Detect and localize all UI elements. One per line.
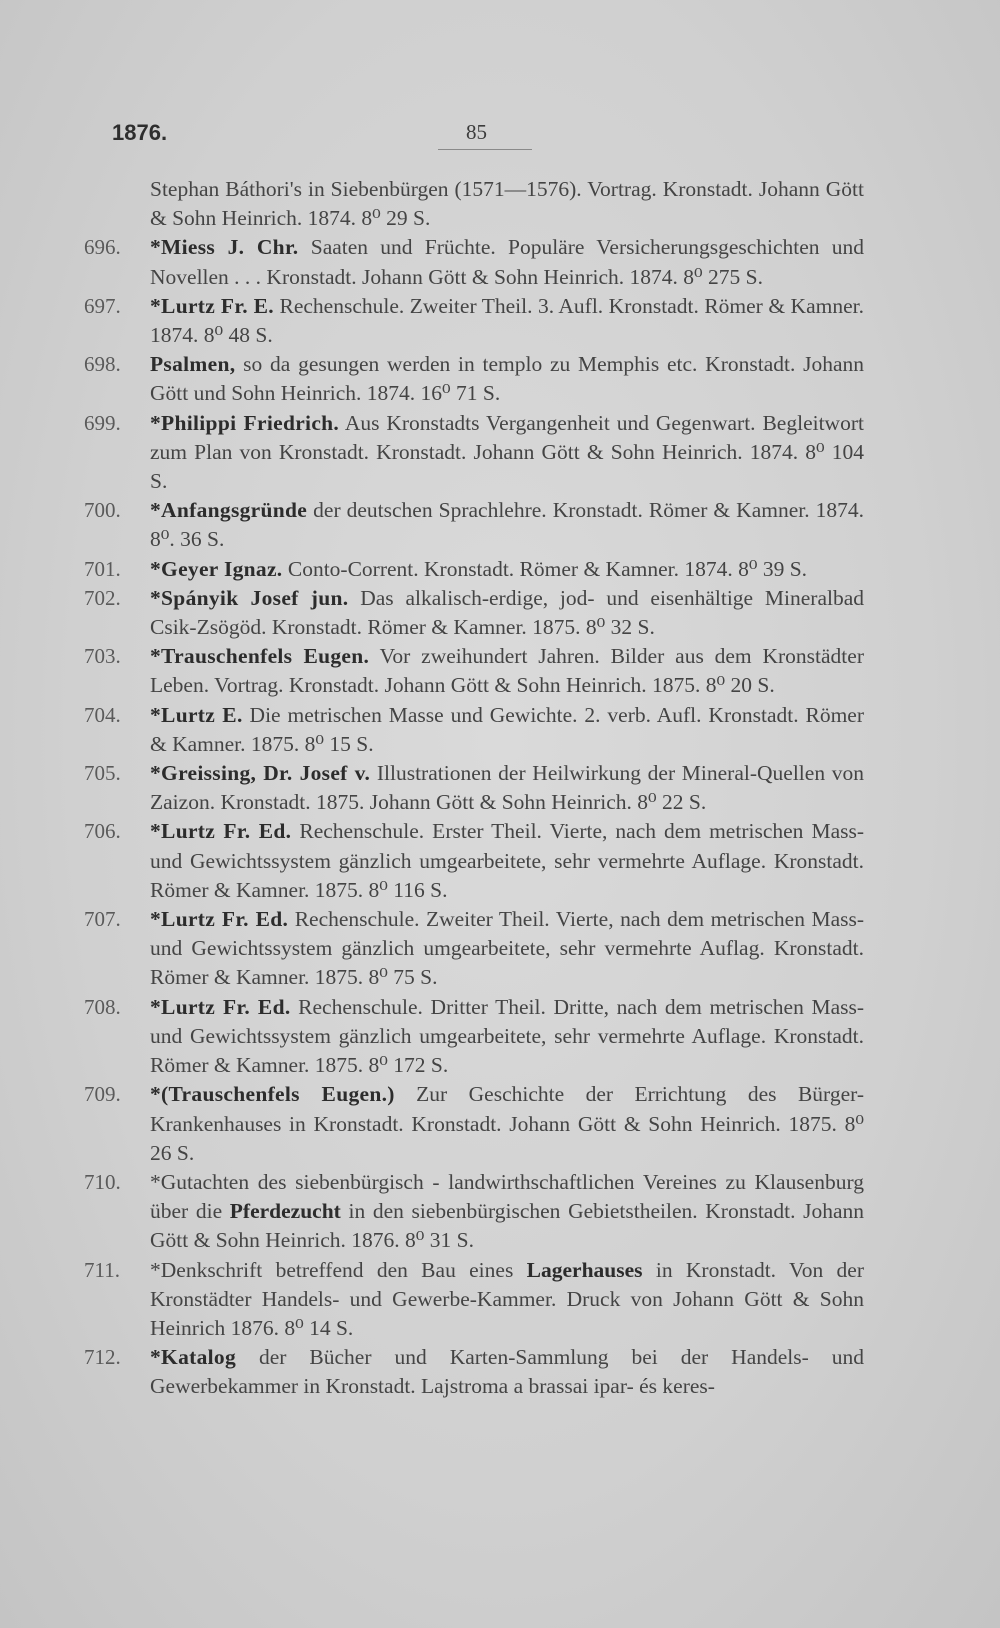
entry-text-before: *Gutachten des siebenbürgisch - landwirthschaftlichen Vereines zu Klausenburg über die xyxy=(150,1169,864,1224)
header-year: 1876. xyxy=(112,120,168,145)
entry-number: 698. xyxy=(84,352,121,377)
entry-number: 708. xyxy=(84,994,121,1019)
entry-number: 709. xyxy=(84,1082,121,1107)
entry-text: Das alkalisch-erdige, jod- und eisenhältige Mineralbad Csik-Zsögöd. Kronstadt. Römer & Kamner. 1875. 8⁰ 32 S. xyxy=(150,585,864,640)
entry-author: *Lurtz E. xyxy=(150,702,243,727)
entry-number: 696. xyxy=(84,235,121,260)
list-item xyxy=(84,233,864,291)
entry-text: Vor zweihundert Jahren. Bilder aus dem Kronstädter Leben. Vortrag. Kronstadt. Johann Gött & Sohn Heinrich. 1875. 8⁰ 20 S. xyxy=(150,644,864,698)
list-item xyxy=(84,701,864,759)
page-number: 85 xyxy=(466,120,487,144)
entry-text: Illustrationen der Heilwirkung der Mineral-Quellen von Zaizon. Kronstadt. 1875. Johann Gött & Sohn Heinrich. 8⁰ 22 S. xyxy=(150,761,864,815)
entry-author: *(Trauschenfels Eugen.) xyxy=(150,1082,395,1107)
entry-author: *Anfangsgründe xyxy=(150,498,308,523)
entry-author: Psalmen, xyxy=(150,352,236,377)
entry-number: 705. xyxy=(84,761,121,786)
entry-author: *Geyer Ignaz. xyxy=(150,556,283,581)
entry-number: 710. xyxy=(84,1169,121,1194)
entry-text: Rechenschule. Zweiter Theil. 3. Aufl. Kronstadt. Römer & Kamner. 1874. 8⁰ 48 S. xyxy=(150,293,864,348)
list-item xyxy=(84,175,864,233)
entry-author: *Greissing, Dr. Josef v. xyxy=(150,761,371,786)
entry-number: 697. xyxy=(84,293,121,318)
list-item xyxy=(84,1168,864,1256)
entry-number: 712. xyxy=(84,1345,121,1370)
list-item xyxy=(84,1343,864,1401)
bibliography-list xyxy=(84,175,864,1402)
entry-text-after: in Kronstadt. Von der Kronstädter Handels- und Gewerbe-Kammer. Druck von Johann Gött & Sohn Heinrich 1876. 8⁰ 14 S. xyxy=(150,1257,865,1340)
entry-text: Zur Geschichte der Errichtung des Bürger-Krankenhauses in Kronstadt. Kronstadt. Johann Gött & Sohn Heinrich. 1875. 8⁰ 26 S. xyxy=(150,1082,864,1165)
entry-text-after: in den siebenbürgischen Gebietstheilen. Kronstadt. Johann Gött & Sohn Heinrich. 1876. 8⁰ 31 S. xyxy=(150,1199,865,1253)
list-item xyxy=(84,350,864,408)
list-item xyxy=(84,409,864,497)
list-item xyxy=(84,817,864,905)
list-item xyxy=(84,584,864,642)
entry-author: *Lurtz Fr. Ed. xyxy=(150,994,291,1019)
entry-number: 706. xyxy=(84,819,121,844)
entry-text-before: *Denkschrift betreffend den Bau eines xyxy=(150,1257,514,1282)
list-item xyxy=(84,993,864,1081)
entry-text: der Bücher und Karten-Sammlung bei der Handels- und Gewerbekammer in Kronstadt. Lajstroma a brassai ipar- és keres- xyxy=(150,1345,865,1399)
entry-text: der deutschen Sprachlehre. Kronstadt. Römer & Kamner. 1874. 8⁰. 36 S. xyxy=(150,498,865,552)
entry-author: *Lurtz Fr. Ed. xyxy=(150,819,292,844)
entry-keyword: Pferdezucht xyxy=(229,1199,341,1224)
entry-text: Aus Kronstadts Vergangenheit und Gegenwart. Begleitwort zum Plan von Kronstadt. Kronstadt. Johann Gött & Sohn Heinrich. 1874. 8⁰ 104 S. xyxy=(150,410,864,494)
entry-author: *Lurtz Fr. E. xyxy=(150,293,274,318)
entry-author: *Miess J. Chr. xyxy=(150,235,299,260)
entry-text: Rechenschule. Zweiter Theil. Vierte, nach dem metrischen Mass- und Gewichtssystem gänzlich umgearbeitete, sehr vermehrte Auflag. Kronstadt. Römer & Kamner. 1875. 8⁰ 75 S. xyxy=(150,907,865,990)
list-item xyxy=(84,759,864,817)
entry-number: 704. xyxy=(84,702,121,727)
entry-keyword: Lagerhauses xyxy=(526,1257,643,1282)
list-item xyxy=(84,905,864,993)
entry-number: 701. xyxy=(84,556,121,581)
entry-text: Conto-Corrent. Kronstadt. Römer & Kamner. 1874. 8⁰ 39 S. xyxy=(287,556,808,581)
entry-author: *Spányik Josef jun. xyxy=(150,585,349,610)
list-item xyxy=(84,555,864,584)
entry-number: 707. xyxy=(84,907,121,932)
list-item xyxy=(84,496,864,554)
list-item xyxy=(84,1080,864,1168)
entry-number: 702. xyxy=(84,585,121,610)
entry-number: 700. xyxy=(84,498,121,523)
entry-text: Saaten und Früchte. Populäre Versicherungsgeschichten und Novellen . . . Kronstadt. Johann Gött & Sohn Heinrich. 1874. 8⁰ 275 S. xyxy=(150,235,865,289)
entry-author: *Katalog xyxy=(150,1345,237,1370)
entry-text: so da gesungen werden in templo zu Memphis etc. Kronstadt. Johann Gött und Sohn Heinrich. 1874. 16⁰ 71 S. xyxy=(150,352,864,406)
entry-text: Die metrischen Masse und Gewichte. 2. verb. Aufl. Kronstadt. Römer & Kamner. 1875. 8⁰ 15 S. xyxy=(150,702,865,756)
entry-author: *Trauschenfels Eugen. xyxy=(150,644,370,669)
list-item xyxy=(84,1256,864,1344)
entry-author: *Philippi Friedrich. xyxy=(150,410,340,435)
entry-text: Rechenschule. Erster Theil. Vierte, nach dem metrischen Mass- und Gewichtssystem gänzlich umgearbeitete, sehr vermehrte Auflage. Kronstadt. Römer & Kamner. 1875. 8⁰ 116 S. xyxy=(150,819,865,902)
entry-text: Stephan Báthori's in Siebenbürgen (1571—1576). Vortrag. Kronstadt. Johann Gött & Sohn Heinrich. 1874. 8⁰ 29 S. xyxy=(150,177,864,231)
entry-number: 699. xyxy=(84,410,121,435)
list-item xyxy=(84,292,864,350)
entry-author: *Lurtz Fr. Ed. xyxy=(150,907,289,932)
list-item xyxy=(84,642,864,700)
entry-number: 711. xyxy=(84,1257,120,1282)
entry-text: Rechenschule. Dritter Theil. Dritte, nach dem metrischen Mass- und Gewichtssystem gänzlich umgearbeitete, sehr vermehrte Auflage. Kronstadt. Römer & Kamner. 1875. 8⁰ 172 S. xyxy=(150,994,865,1078)
header-rule xyxy=(438,149,532,150)
entry-number: 703. xyxy=(84,644,121,669)
